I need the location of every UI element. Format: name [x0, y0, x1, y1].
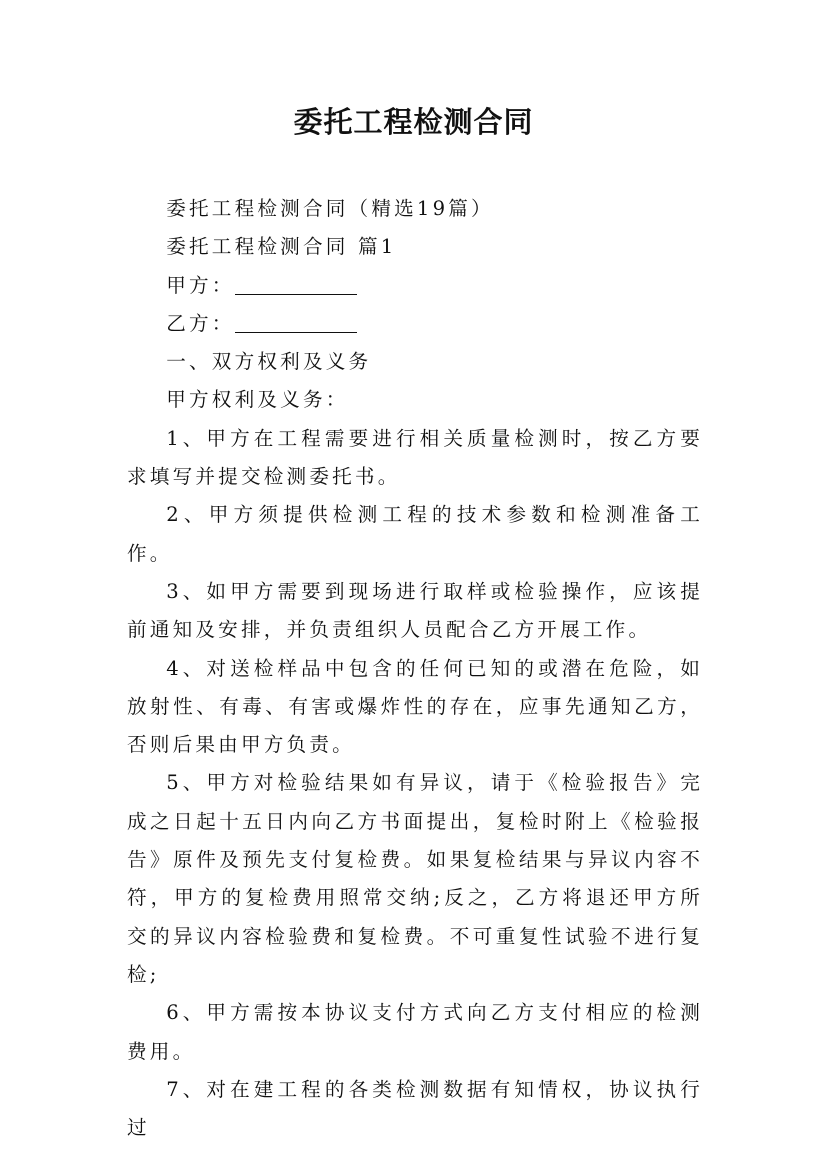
clause-paragraph: 3、如甲方需要到现场进行取样或检验操作，应该提前通知及安排，并负责组织人员配合乙方开展工作。: [127, 579, 703, 642]
document-body: [127, 190, 703, 1147]
document-title: 委托工程检测合同: [293, 105, 534, 139]
party-a-blank: [235, 274, 357, 295]
party-a-label: 甲方：: [166, 273, 235, 297]
party-b-line: [127, 305, 703, 343]
clause-paragraph: 1、甲方在工程需要进行相关质量检测时，按乙方要求填写并提交检测委托书。: [127, 426, 703, 489]
section-title: 委托工程检测合同 篇1: [166, 235, 397, 259]
clause-paragraph: 6、甲方需按本协议支付方式向乙方支付相应的检测费用。: [127, 1001, 703, 1063]
rights-heading: 一、双方权利及义务: [166, 350, 372, 374]
clause-paragraph: 7、对在建工程的各类检测数据有知情权，协议执行过: [127, 1077, 703, 1140]
party-a-rights-heading: 甲方权利及义务：: [166, 388, 349, 412]
party-b-blank: [235, 312, 357, 333]
clause-paragraph: 5、甲方对检验结果如有异议，请于《检验报告》完成之日起十五日内向乙方书面提出，复检时附上《检验报告》原件及预先支付复检费。如果复检结果与异议内容不符，甲方的复检费用照常交纳;反之，乙方将退还甲方所交的异议内容检验费和复检费。不可重复性试验不进行复检;: [127, 771, 703, 986]
clause-paragraph: 2、甲方须提供检测工程的技术参数和检测准备工作。: [127, 503, 703, 565]
party-a-line: [127, 267, 703, 305]
document-subtitle: 委托工程检测合同（精选19篇）: [166, 197, 494, 220]
party-b-label: 乙方：: [166, 311, 235, 335]
clause-paragraph: 4、对送检样品中包含的任何已知的或潜在危险，如放射性、有毒、有害或爆炸性的存在，应事先通知乙方，否则后果由甲方负责。: [127, 656, 703, 757]
